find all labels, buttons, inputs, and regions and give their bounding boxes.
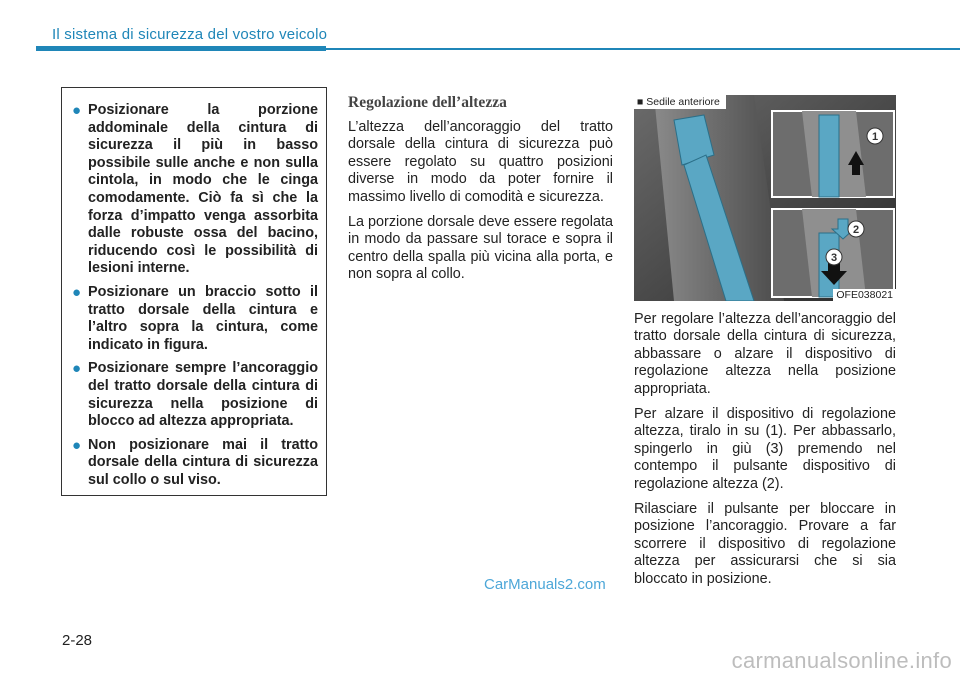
paragraph: L’altezza dell’ancoraggio del tratto dorsale della cintura di sicurezza può essere regolato su quattro posizioni diverse in modo da poter fornire il massimo livello di comodità e sicurezza.: [348, 119, 613, 205]
bullet-icon: ●: [72, 360, 82, 378]
callout-2: 2: [852, 224, 860, 236]
seat-belt-figure: [634, 95, 896, 301]
header-rule-thin: [326, 48, 960, 50]
middle-column-text: [348, 119, 613, 292]
bullet-icon: ●: [72, 283, 82, 301]
seat-belt-illustration: [634, 95, 896, 301]
footer-watermark: carmanualsonline.info: [731, 648, 952, 673]
paragraph: La porzione dorsale deve essere regolata in modo da passare sul torace e sopra il centro della spalla più vicina alla porta, e non sopra al collo.: [348, 214, 613, 283]
callout-1: 1: [871, 131, 879, 143]
warning-item: ● Posizionare un braccio sotto il tratto dorsale della cintura e l’altro sopra la cintura, come indicato in figura.: [72, 283, 318, 353]
page-number: 2-28: [62, 632, 93, 649]
warning-item: ● Posizionare sempre l’ancoraggio del tratto dorsale della cintura di sicurezza nella posizione di blocco ad altezza appropriata.: [72, 360, 318, 430]
bullet-icon: ●: [72, 436, 82, 454]
section-title: Regolazione dell’altezza: [348, 94, 507, 111]
paragraph: Rilasciare il pulsante per bloccare in posizione l’ancoraggio. Provare a far scorrere il dispositivo di regolazione altezza per assicurarsi che si sia bloccato in posizione.: [634, 501, 896, 587]
warning-list: [72, 102, 318, 489]
figure-code: OFE038021: [833, 289, 896, 301]
warning-item: ● Non posizionare mai il tratto dorsale della cintura di sicurezza sul collo o sul viso.: [72, 436, 318, 488]
paragraph: Per alzare il dispositivo di regolazione altezza, tiralo in su (1). Per abbassarlo, spingerlo in giù (3) premendo nel contempo il pulsante dispositivo di regolazione altezza (2).: [634, 406, 896, 492]
figure-label: ■ Sedile anteriore: [634, 95, 726, 109]
warning-box: [61, 87, 327, 496]
section-header-title: Il sistema di sicurezza del vostro veicolo: [52, 26, 328, 43]
header-rule-thick: [36, 46, 326, 51]
bullet-icon: ●: [72, 102, 82, 119]
right-column-text: [634, 311, 896, 596]
warning-item: ● Posizionare la porzione addominale della cintura di sicurezza il più in basso possibile sulle anche e non sulla cintola, in modo che le cinga comodamente. Ciò fa sì che la forza d’impatto venga assorbita dalle robuste ossa del bacino, riducendo così le possibilità di lesioni interne.: [72, 102, 318, 277]
callout-3: 3: [830, 252, 838, 264]
paragraph: Per regolare l’altezza dell’ancoraggio del tratto dorsale della cintura di sicurezza, abbassare o alzare il dispositivo di regolazione altezza nella posizione appropriata.: [634, 311, 896, 397]
watermark-link[interactable]: CarManuals2.com: [484, 576, 606, 593]
